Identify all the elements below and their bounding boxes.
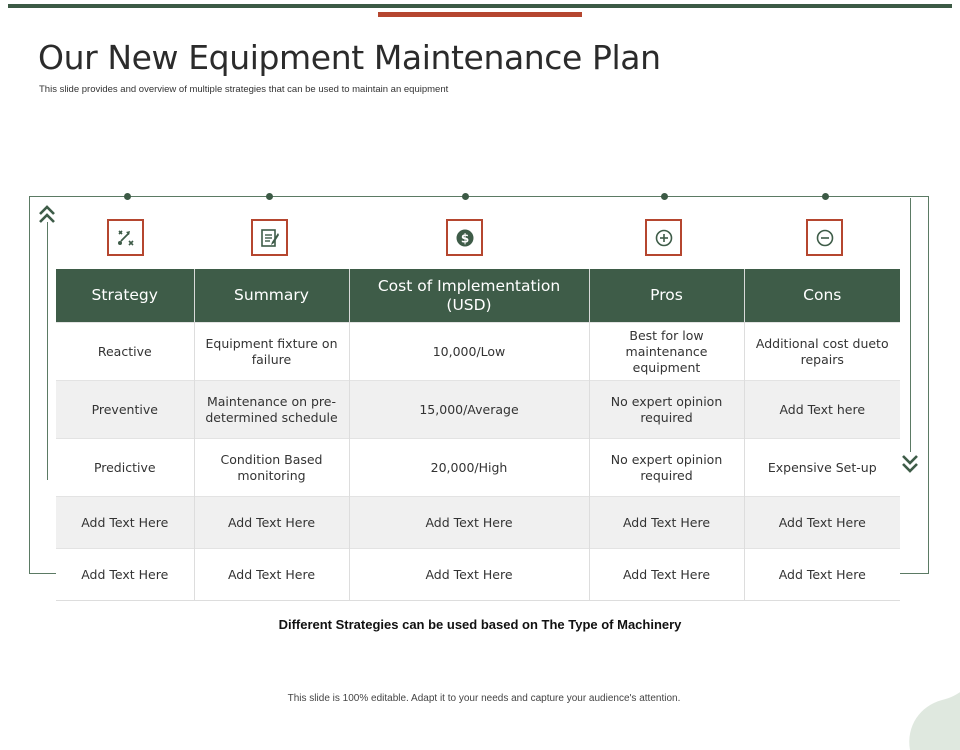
table-row (56, 381, 900, 439)
table-cell: Add Text here (744, 381, 900, 439)
table-cell: Maintenance on pre-determined schedule (194, 381, 349, 439)
table-cell: Best for low maintenance equipment (589, 323, 744, 381)
maintenance-plan-table (56, 269, 900, 601)
strategy-arrows-icon (107, 219, 144, 256)
column-header-pros: Pros (589, 269, 744, 323)
table-row (56, 549, 900, 601)
dollar-coin-icon (446, 219, 483, 256)
table-cell: Add Text Here (744, 549, 900, 601)
table-cell: Add Text Here (744, 497, 900, 549)
svg-text:$: $ (460, 231, 469, 245)
table-cell: 10,000/Low (349, 323, 589, 381)
table-cell: No expert opinion required (589, 381, 744, 439)
document-pen-icon (251, 219, 288, 256)
chevron-down-icon (901, 450, 919, 478)
page-subtitle: This slide provides and overview of multiple strategies that can be used to maintain an equipment (39, 84, 449, 95)
table-cell: Equipment fixture on failure (194, 323, 349, 381)
plus-circle-icon (645, 219, 682, 256)
chevron-up-icon (38, 203, 56, 231)
page-title: Our New Equipment Maintenance Plan (38, 38, 661, 77)
table-cell: Expensive Set-up (744, 439, 900, 497)
table-cell: Add Text Here (589, 497, 744, 549)
column-header-cost: Cost of Implementation (USD) (349, 269, 589, 323)
column-header-summary: Summary (194, 269, 349, 323)
bottom-note: Different Strategies can be used based on The Type of Machinery (278, 617, 682, 632)
table-cell: Add Text Here (56, 549, 194, 601)
table-cell: 15,000/Average (349, 381, 589, 439)
column-header-cons: Cons (744, 269, 900, 323)
table-row (56, 323, 900, 381)
table-cell: Additional cost dueto repairs (744, 323, 900, 381)
table-row (56, 439, 900, 497)
table-cell: Add Text Here (349, 497, 589, 549)
top-accent-bar (378, 12, 582, 17)
footer-note: This slide is 100% editable. Adapt it to your needs and capture your audience's attention. (287, 693, 681, 704)
leaf-decoration-icon (900, 666, 960, 750)
table-cell: Add Text Here (589, 549, 744, 601)
table-row (56, 497, 900, 549)
table-header-row (56, 269, 900, 323)
table-cell: Add Text Here (349, 549, 589, 601)
table-cell: Preventive (56, 381, 194, 439)
table-cell: Reactive (56, 323, 194, 381)
table-cell: 20,000/High (349, 439, 589, 497)
minus-circle-icon (806, 219, 843, 256)
table-cell: Add Text Here (194, 549, 349, 601)
table-cell: Condition Based monitoring (194, 439, 349, 497)
column-header-strategy: Strategy (56, 269, 194, 323)
table-cell: No expert opinion required (589, 439, 744, 497)
table-cell: Predictive (56, 439, 194, 497)
table-cell: Add Text Here (56, 497, 194, 549)
table-cell: Add Text Here (194, 497, 349, 549)
top-rule (8, 4, 952, 8)
